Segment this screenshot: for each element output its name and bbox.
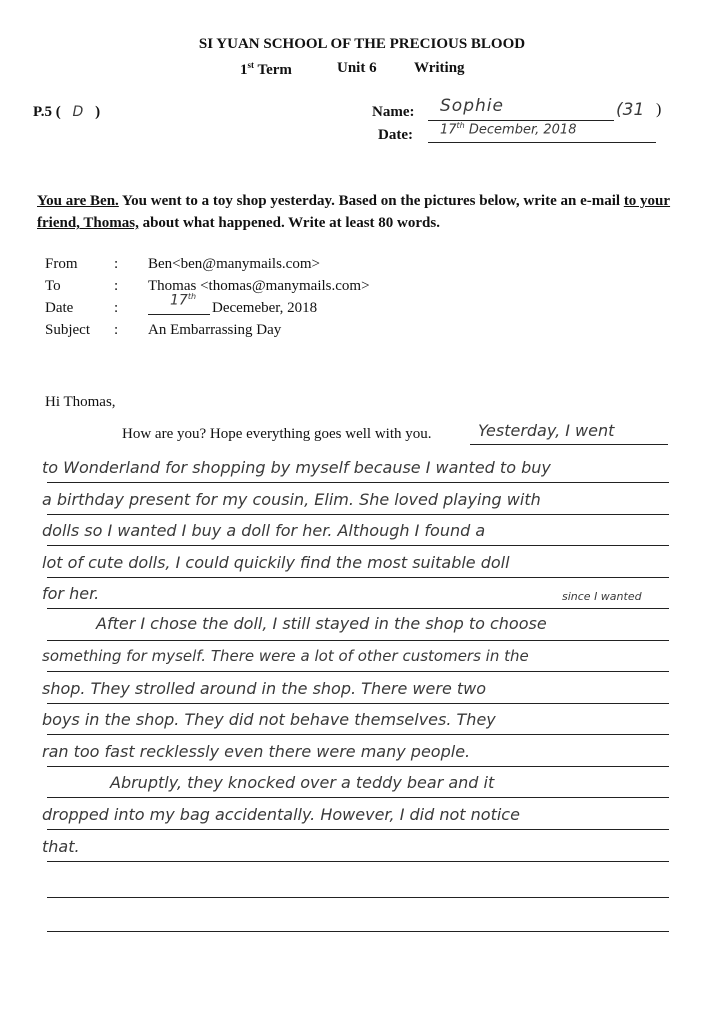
ruled-line [47, 829, 669, 830]
date-label: Date: [378, 127, 413, 143]
instructions [37, 190, 687, 234]
subject-row-colon: : [114, 322, 119, 338]
class-label: P.5 ( [33, 104, 61, 120]
letter-line-7: something for myself. There were a lot of other customers in the [42, 647, 529, 665]
ruled-line-0 [470, 444, 668, 445]
unit-label: Unit 6 [337, 60, 377, 76]
letter-line-3: dolls so I wanted I buy a doll for her. Although I found a [42, 521, 486, 540]
date-row-label: Date [45, 300, 74, 316]
letter-line-1: to Wonderland for shopping by myself because I wanted to buy [42, 458, 551, 477]
to-label: To [45, 278, 61, 294]
email-date-day: 17 [170, 292, 188, 309]
letter-line-10: ran too fast recklessly even there were many people. [42, 742, 471, 761]
letter-line-12: dropped into my bag accidentally. However, I did not notice [42, 805, 520, 824]
ruled-line [47, 545, 669, 546]
name-label: Name: [372, 104, 415, 120]
number-open: ( [616, 100, 623, 120]
instr-friend: to your friend, Thomas, [37, 193, 671, 231]
date-row-colon: : [114, 300, 119, 316]
term-sup: st [247, 60, 254, 70]
student-number [616, 100, 644, 120]
ruled-line [47, 734, 669, 735]
subject-label: Writing [414, 60, 465, 76]
date-day: 17 [440, 122, 457, 138]
name-value: Sophie [440, 96, 504, 116]
letter-line-5: for her. [42, 584, 100, 603]
ruled-line [47, 640, 669, 641]
ruled-line [47, 482, 669, 483]
ruled-line [47, 897, 669, 898]
ruled-line [47, 608, 669, 609]
date-rest: December, 2018 [468, 122, 577, 138]
date-row-blank [148, 314, 210, 315]
class-field [33, 104, 100, 121]
date-underline [428, 142, 656, 143]
class-value: D [72, 104, 84, 120]
from-value: Ben<ben@manymails.com> [148, 256, 320, 272]
class-close: ) [95, 104, 101, 120]
school-title: SI YUAN SCHOOL OF THE PRECIOUS BLOOD [198, 36, 526, 52]
ruled-line [47, 931, 669, 932]
instr-part4: about what happened. Write at least 80 words. [138, 215, 440, 231]
ruled-line [47, 671, 669, 672]
opening-hand: Yesterday, I went [478, 421, 615, 440]
date-row-value: Decemeber, 2018 [212, 300, 318, 316]
letter-line-8: shop. They strolled around in the shop. There were two [42, 679, 487, 698]
letter-line-11: Abruptly, they knocked over a teddy bear and it [110, 773, 495, 792]
date-sup: th [456, 121, 465, 130]
date-row-hand [170, 292, 196, 309]
date-value [440, 121, 576, 137]
email-date-sup: th [187, 292, 197, 301]
from-label: From [45, 256, 78, 272]
ruled-line [47, 861, 669, 862]
letter-line-2: a birthday present for my cousin, Elim. She loved playing with [42, 490, 541, 509]
greeting: Hi Thomas, [45, 394, 116, 410]
ruled-line [47, 577, 669, 578]
opening-printed: How are you? Hope everything goes well with you. [122, 426, 432, 442]
term-word: Term [257, 62, 292, 78]
to-colon: : [114, 278, 119, 294]
subject-row-value: An Embarrassing Day [148, 322, 282, 338]
ruled-line [47, 703, 669, 704]
letter-line-9: boys in the shop. They did not behave themselves. They [42, 710, 496, 729]
ruled-line [47, 797, 669, 798]
from-colon: : [114, 256, 119, 272]
term-ordinal: 1 [240, 62, 248, 78]
letter-line-6: After I chose the doll, I still stayed in the shop to choose [96, 614, 547, 633]
letter-line-4: lot of cute dolls, I could quickily find the most suitable doll [42, 553, 510, 572]
number-value: 31 [622, 100, 645, 120]
instr-you-are-ben: You are Ben. [37, 193, 119, 209]
instr-part2: You went to a toy shop yesterday. Based on the pictures below, write an e-mail [118, 193, 624, 209]
letter-line-13: that. [42, 837, 80, 856]
to-value: Thomas <thomas@manymails.com> [148, 278, 370, 294]
subject-row-label: Subject [45, 322, 90, 338]
ruled-line [47, 514, 669, 515]
term-label [240, 60, 292, 79]
number-close: ) [656, 101, 662, 118]
insertion-note: since I wanted [562, 590, 642, 603]
ruled-line [47, 766, 669, 767]
